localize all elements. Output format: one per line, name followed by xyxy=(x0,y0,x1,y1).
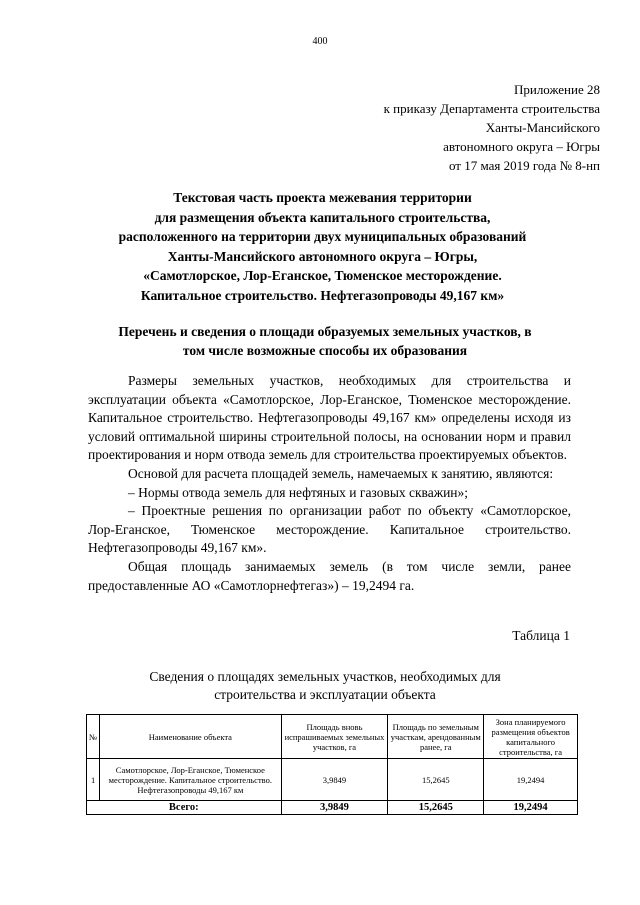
table-title-line: Сведения о площадях земельных участков, необходимых для xyxy=(149,669,501,684)
total-new-area: 3,9849 xyxy=(281,801,388,815)
title-line: Капитальное строительство. Нефтегазопроводы 49,167 км» xyxy=(140,287,505,303)
appendix-line: к приказу Департамента строительства xyxy=(383,101,600,116)
header-leased-area: Площадь по земельным участкам, арендованным ранее, га xyxy=(388,715,484,759)
paragraph: Размеры земельных участков, необходимых для строительства и эксплуатации объекта «Самотлорское, Лор-Еганское, Тюменское месторождение. Капитальное строительство. Нефтегазопроводы 49,167 км» определены исходя из условий оптимальной ширины строительной полосы, на основании норм и правил проектирования и норм отвода земель для строительства проектируемых объектов. xyxy=(88,373,571,463)
land-area-table xyxy=(86,714,578,815)
total-leased-area: 15,2645 xyxy=(388,801,484,815)
appendix-line: Ханты-Мансийского xyxy=(485,120,600,135)
page-number: 400 xyxy=(312,36,328,47)
section-heading xyxy=(80,322,570,360)
cell-leased-area: 15,2645 xyxy=(388,759,484,801)
table-total-row xyxy=(87,801,578,815)
title-line: «Самотлорское, Лор-Еганское, Тюменское месторождение. xyxy=(143,268,502,283)
total-zone: 19,2494 xyxy=(484,801,578,815)
cell-num: 1 xyxy=(87,759,100,801)
header-new-area: Площадь вновь испрашиваемых земельных участков, га xyxy=(281,715,388,759)
title-line: Текстовая часть проекта межевания территории xyxy=(173,190,472,205)
body-text xyxy=(88,372,571,595)
cell-zone: 19,2494 xyxy=(484,759,578,801)
cell-new-area: 3,9849 xyxy=(281,759,388,801)
table-title xyxy=(90,668,560,704)
header-num: № xyxy=(87,715,100,759)
header-name: Наименование объекта xyxy=(100,715,281,759)
appendix-line: автономного округа – Югры xyxy=(443,139,600,154)
table-number: Таблица 1 xyxy=(512,628,570,643)
title-line: расположенного на территории двух муниципальных образований xyxy=(118,229,527,244)
title-line: Ханты-Мансийского автономного округа – Югры, xyxy=(167,248,478,264)
appendix-line: Приложение 28 xyxy=(513,82,600,97)
appendix-line: от 17 мая 2019 года № 8-нп xyxy=(448,158,600,173)
total-label: Всего: xyxy=(87,801,282,815)
title-line: для размещения объекта капитального строительства, xyxy=(154,209,491,225)
paragraph: Общая площадь занимаемых земель (в том числе земли, ранее предоставленные АО «Самотлорнефтегаз») – 19,2494 га. xyxy=(88,558,571,593)
table-header-row xyxy=(87,715,578,759)
appendix-block xyxy=(384,80,600,175)
header-zone: Зона планируемого размещения объектов капитального строительства, га xyxy=(484,715,578,759)
paragraph: Основой для расчета площадей земель, намечаемых к занятию, являются: xyxy=(128,465,554,481)
paragraph: – Нормы отвода земель для нефтяных и газовых скважин»; xyxy=(128,484,469,500)
document-title xyxy=(60,188,585,305)
heading-line: том числе возможные способы их образования xyxy=(182,343,468,358)
table-row xyxy=(87,759,578,801)
heading-line: Перечень и сведения о площади образуемых земельных участков, в xyxy=(118,324,532,339)
cell-name: Самотлорское, Лор-Еганское, Тюменское месторождение. Капитальное строительство. Нефтегазопроводы 49,167 км xyxy=(100,759,281,801)
paragraph: – Проектные решения по организации работ по объекту «Самотлорское, Лор-Еганское, Тюменское месторождение. Капитальное строительство. Нефтегазопроводы 49,167 км». xyxy=(88,503,571,556)
table-title-line: строительства и эксплуатации объекта xyxy=(214,687,436,702)
